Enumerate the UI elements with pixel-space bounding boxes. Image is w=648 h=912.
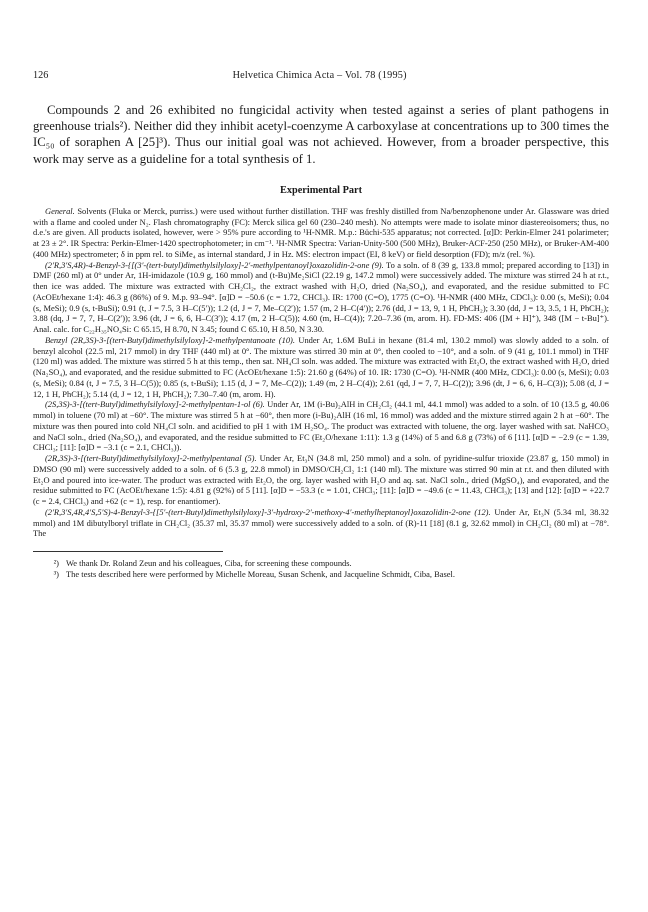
paragraph-compound-5: (2R,3S)-3-[(tert-Butyl)dimethylsilyloxy]-2-methylpentanal (5). Under Ar, Et₃N (34.8 ml, 250 mmol) and a soln. of pyridine-sulfur trioxide (23.87 g, 150 mmol) in DMSO (90 ml) were successively added to a soln. of 6 (5.3 g, 22.8 mmol) in DMSO/CH₂Cl₂ 1:1 (140 ml). The mixture was stirred 90 min at r.t. and then diluted with Et₂O and poured into ice-water. The product was extracted with Et₂O, the org. layer washed with H₂O and aq. sat. NaCl soln., dried (MgSO₄), and evaporated, and the residue submitted to FC (AcOEt/hexane 1:5): 4.81 g (92%) of 5 [11]. [α]D = −53.3 (c = 1.01, CHCl₃; [11]: [α]D = −49.6 (c = 11.43, CHCl₃); [13] and [12]: [α]D = +22.7 (c = 2.4, CHCl₃) and +62 (c = 1), resp. for enantiomer).	[33, 453, 610, 507]
paragraph-general: General. Solvents (Fluka or Merck, purriss.) were used without further distillation. THF was freshly distilled from Na/benzophenone under Ar. Glassware was dried with a flame and cooled under N₂. Flash chromatography (FC): Merck silica gel 60 (230–240 mesh). No attempts were made to isolate minor diastereoisomers; thus, no d.e.'s are given. All products isolated, however, were > 95% pure according to ¹H-NMR. M.p.: Büchi-535 apparatus; not corrected. [α]D: Perkin-Elmer 241 polarimeter; at 23 ± 2°. IR Spectra: Perkin-Elmer-1420 spectrophotometer; in cm⁻¹. ¹H-NMR Spectra: Varian-Unity-500 (500 MHz), Bruker-ACF-250 (250 MHz), or Bruker-AM-400 (400 MHz) spectrometer; δ in ppm rel. to SiMe₄ as internal standard, J in Hz. MS: electron impact (EI, 8 keV) or field desorption (FD); m/z (rel. %).	[33, 205, 609, 259]
footnote-2	[33, 558, 609, 569]
footnote-3	[33, 569, 609, 580]
paragraph-compound-9: (2′R,3′S,4R)-4-Benzyl-3-{[(3′-(tert-butyl)dimethylsilyloxy]-2′-methylpentanoyl}oxazolidin-2-one (9). To a soln. of 8 (39 g, 133.8 mmol; prepared according to [13]) in DMF (260 ml) at 0° under Ar, 1H-imidazole (10.9 g, 160 mmol) and (t-Bu)Me₂SiCl (22.19 g, 147.2 mmol) were successively added. The mixture was stirred 24 h at r.t., then ice was added. The mixture was extracted with CH₂Cl₂, the extract washed with H₂O, dried (Na₂SO₄), and evaporated, and the residue submitted to FC (AcOEt/hexane 1:4): 46.3 g (86%) of 9. M.p. 93–94°. [α]D = −50.6 (c = 1.72, CHCl₃). IR: 1700 (C=O), 1775 (C=O). ¹H-NMR (400 MHz, CDCl₃): 0.00 (s, MeSi); 0.04 (s, MeSi); 0.9 (s, t-BuSi); 0.91 (t, J = 7.5, 3 H–C(5′)); 1.2 (d, J = 7, Me–C(2′)); 1.57 (m, 2 H–C(4′)); 2.76 (dd, J = 13, 9, 1 H, PhCH₂); 3.30 (dd, J = 13, 3.5, 1 H, PhCH₂); 3.88 (dq, J = 7, 7, H–C(2′)); 3.96 (dt, J = 6, 6, H–C(3′)); 4.17 (m, 2 H–C(5)); 4.60 (m, H–C(4)); 7.20–7.36 (m, arom. H). FD-MS: 406 ([M + H]⁺), 348 ([M − t-Bu]⁺). Anal. calc. for C₂₂H₃₅NO₄Si: C 65.15, H 8.70, N 3.45; found C 65.10, H 8.50, N 3.30.	[33, 259, 609, 335]
footnote-divider	[33, 551, 223, 552]
intro-paragraph: Compounds 2 and 26 exhibited no fungicidal activity when tested against a series of plant pathogens in greenhouse trials²). Neither did they inhibit acetyl-coenzyme A carboxylase at concentrations up to 300 times the IC₅₀ of soraphen A [25]³). Thus our initial goal was not achieved. However, from a broader perspective, this work may serve as a guideline for a total synthesis of 1.	[33, 103, 609, 166]
footnote-marker: ²)	[53, 558, 59, 569]
journal-page	[33, 70, 609, 580]
paragraph-compound-12: (2′R,3′S,4R,4′S,5′S)-4-Benzyl-3-{[5′-(tert-Butyl)dimethylsilyloxy]-3′-hydroxy-2′-methoxy-4′-methylheptanoyl}oxazolidin-2-one (12). Under Ar, Et₃N (5.34 ml, 38.32 mmol) and 1M dibutylboryl triflate in CH₂Cl₂ (35.37 ml, 35.37 mmol) were successively added to a soln. of (R)-11 [18] (8.1 g, 32.62 mmol) in CH₂Cl₂ (80 ml) at −78°. The	[33, 506, 609, 539]
section-title: Experimental Part	[279, 184, 363, 196]
footnote-marker: ³)	[53, 568, 59, 579]
paragraph-compound-6: (2S,3S)-3-[(tert-Butyl)dimethylsilyloxy]-2-methylpentan-1-ol (6). Under Ar, 1M (i-Bu)₂AlH in CH₂Cl₂ (44.1 ml, 44.1 mmol) was added to a soln. of 10 (13.5 g, 40.06 mmol) in toluene (70 ml) at −60°. The mixture was stirred 5 h at −60°, then more (i-Bu)₂AlH (16 ml, 16 mmol) was added and the mixture stirred again 2 h at −60°. The mixture was then poured into cold NH₄Cl soln. and acidified to pH 1 with 1M H₂SO₄. The product was extracted with toluene, the org. layer washed with sat. NaHCO₃ and NaCl soln., dried (Na₂SO₄), and evaporated, and the residue submitted to FC (Et₂O/hexane 1:11): 1.3 g (14%) of 5 and 6.8 g (73%) of 6 [11]. [α]D = −2.9 (c = 1.39, CHCl₃; [11]: [α]D = −3.1 (c = 2.1, CHCl₃)).	[33, 399, 609, 453]
experimental-body	[33, 206, 609, 539]
page-number: 126	[33, 70, 49, 81]
journal-title: Helvetica Chimica Acta – Vol. 78 (1995)	[232, 70, 407, 81]
paragraph-compound-10: Benzyl (2R,3S)-3-[(tert-Butyl)dimethylsilyloxy]-2-methylpentanoate (10). Under Ar, 1.6M BuLi in hexane (81.4 ml, 130.2 mmol) was slowly added to a soln. of benzyl alcohol (22.5 ml, 217 mmol) in dry THF (440 ml) at 0°. The mixture was stirred 30 min at 0°, then cooled to −10°, and a soln. of 9 (41 g, 101.1 mmol) in THF (120 ml) was added. The mixture was stirred 5 h at this temp., then sat. NH₄Cl soln. was added. The mixture was extracted with Et₂O, the extract washed with H₂O, dried (Na₂SO₄), and evaporated, and the residue submitted to FC (AcOEt/hexane 1:5): 21.60 g (64%) of 10. IR: 1730 (C=O). ¹H-NMR (400 MHz, CDCl₃): 0.00 (s, MeSi); 0.03 (s, MeSi); 0.84 (t, J = 7.5, 3 H–C(5)); 0.85 (s, t-BuSi); 1.15 (d, J = 7, Me–C(2)); 1.49 (m, 2 H–C(4)); 2.61 (qd, J = 7, 7, H–C(2)); 3.96 (dt, J = 6, 6, H–C(3)); 5.08 (d, J = 12, 1 H, PhCH₂); 5.14 (d, J = 12, 1 H, PhCH₂); 7.30–7.40 (m, arom. H).	[33, 334, 609, 399]
footnote-text: We thank Dr. Roland Zeun and his colleagues, Ciba, for screening these compounds.	[66, 558, 352, 569]
running-header	[33, 70, 609, 84]
footnote-text: The tests described here were performed by Michelle Moreau, Susan Schenk, and Jacqueline Schmidt, Ciba, Basel.	[66, 568, 455, 579]
